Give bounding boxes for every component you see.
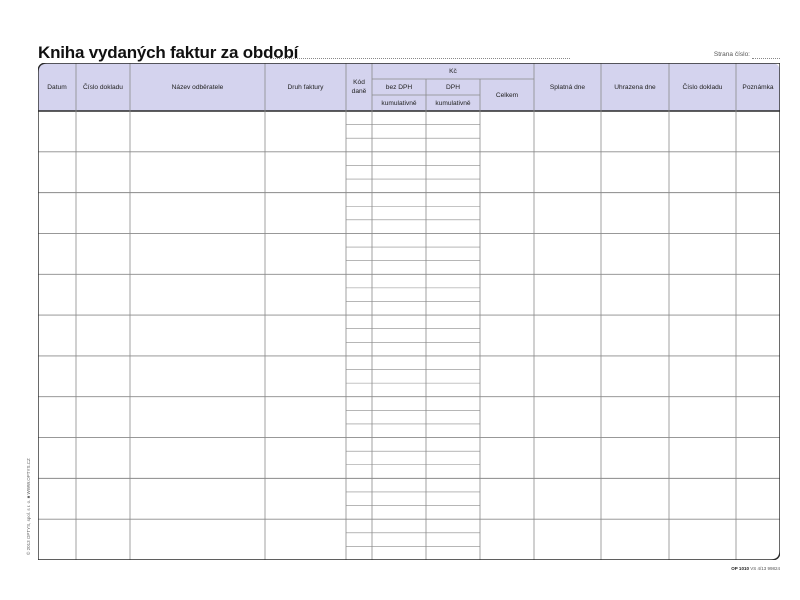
- table-cell[interactable]: [601, 397, 669, 438]
- table-cell[interactable]: [130, 274, 265, 315]
- table-cell[interactable]: [265, 111, 346, 152]
- table-cell[interactable]: [534, 274, 601, 315]
- header-splatna-dne: Splatná dne: [549, 83, 586, 91]
- table-cell[interactable]: [601, 233, 669, 274]
- table-cell[interactable]: [480, 315, 534, 356]
- table-cell[interactable]: [76, 519, 130, 560]
- table-cell[interactable]: [669, 438, 736, 479]
- table-cell[interactable]: [669, 397, 736, 438]
- table-cell[interactable]: [669, 478, 736, 519]
- table-cell[interactable]: [76, 356, 130, 397]
- table-cell[interactable]: [426, 193, 480, 234]
- table-cell[interactable]: [372, 233, 426, 274]
- table-cell[interactable]: [736, 438, 780, 479]
- header-kumulativne: kumulativně: [435, 99, 471, 107]
- table-cell[interactable]: [265, 274, 346, 315]
- table-cell[interactable]: [265, 152, 346, 193]
- table-cell[interactable]: [76, 152, 130, 193]
- table-cell[interactable]: [601, 274, 669, 315]
- table-cell[interactable]: [669, 356, 736, 397]
- table-cell[interactable]: [76, 111, 130, 152]
- table-cell[interactable]: [38, 111, 76, 152]
- table-cell[interactable]: [426, 233, 480, 274]
- table-cell[interactable]: [130, 478, 265, 519]
- table-cell[interactable]: [601, 478, 669, 519]
- table-cell[interactable]: [130, 438, 265, 479]
- table-cell[interactable]: [426, 111, 480, 152]
- form-code-ref: VS 4/13 99824: [750, 566, 780, 571]
- table-cell[interactable]: [346, 519, 372, 560]
- table-cell[interactable]: [38, 519, 76, 560]
- table-cell[interactable]: [265, 519, 346, 560]
- table-cell[interactable]: [130, 356, 265, 397]
- table-cell[interactable]: [480, 274, 534, 315]
- table-cell[interactable]: [736, 233, 780, 274]
- table-cell[interactable]: [346, 233, 372, 274]
- table-cell[interactable]: [669, 111, 736, 152]
- header-dph: DPH: [446, 83, 460, 91]
- table-cell[interactable]: [130, 233, 265, 274]
- table-cell[interactable]: [534, 233, 601, 274]
- table-cell[interactable]: [346, 193, 372, 234]
- table-cell[interactable]: [38, 152, 76, 193]
- table-cell[interactable]: [601, 519, 669, 560]
- table-cell[interactable]: [426, 519, 480, 560]
- table-cell[interactable]: [38, 397, 76, 438]
- table-cell[interactable]: [534, 111, 601, 152]
- table-cell[interactable]: [736, 356, 780, 397]
- table-cell[interactable]: [346, 397, 372, 438]
- header-cislo-dokladu: Číslo dokladu: [83, 83, 123, 91]
- header-poznamka: Poznámka: [742, 83, 774, 91]
- table-cell[interactable]: [534, 478, 601, 519]
- table-cell[interactable]: [601, 438, 669, 479]
- table-cell[interactable]: [736, 315, 780, 356]
- table-cell[interactable]: [480, 519, 534, 560]
- header-cislo-dokladu-2: Číslo dokladu: [682, 83, 723, 91]
- table-cell[interactable]: [265, 438, 346, 479]
- table-cell[interactable]: [76, 233, 130, 274]
- table-cell[interactable]: [130, 193, 265, 234]
- table-cell[interactable]: [38, 274, 76, 315]
- table-cell[interactable]: [601, 152, 669, 193]
- table-cell[interactable]: [265, 356, 346, 397]
- table-cell[interactable]: [669, 152, 736, 193]
- table-cell[interactable]: [736, 152, 780, 193]
- header-kod-dane: Kód: [353, 78, 365, 86]
- invoice-book-form: [38, 63, 780, 560]
- table-cell[interactable]: [76, 315, 130, 356]
- table-cell[interactable]: [346, 356, 372, 397]
- table-cell[interactable]: [372, 519, 426, 560]
- table-cell[interactable]: [480, 233, 534, 274]
- title-fill-line[interactable]: [270, 58, 570, 59]
- page-number-fill-line[interactable]: [752, 58, 780, 59]
- table-cell[interactable]: [372, 152, 426, 193]
- table-cell[interactable]: [76, 478, 130, 519]
- table-cell[interactable]: [534, 397, 601, 438]
- table-cell[interactable]: [736, 397, 780, 438]
- table-cell[interactable]: [534, 152, 601, 193]
- table-cell[interactable]: [346, 274, 372, 315]
- table-cell[interactable]: [669, 193, 736, 234]
- table-cell[interactable]: [480, 152, 534, 193]
- table-cell[interactable]: [669, 519, 736, 560]
- table-cell[interactable]: [76, 397, 130, 438]
- table-cell[interactable]: [534, 438, 601, 479]
- table-cell[interactable]: [534, 519, 601, 560]
- table-cell[interactable]: [265, 397, 346, 438]
- header-uhrazena-dne: Uhrazena dne: [614, 83, 656, 91]
- table-cell[interactable]: [736, 111, 780, 152]
- table-cell[interactable]: [426, 315, 480, 356]
- table-cell[interactable]: [372, 397, 426, 438]
- header-nazev-odberatele: Název odběratele: [171, 83, 224, 91]
- table-cell[interactable]: [130, 152, 265, 193]
- table-cell[interactable]: [38, 478, 76, 519]
- header-kod-dane: daně: [351, 87, 367, 95]
- table-cell[interactable]: [265, 233, 346, 274]
- header-druh-faktury: Druh faktury: [287, 83, 324, 91]
- table-cell[interactable]: [736, 274, 780, 315]
- table-cell[interactable]: [372, 438, 426, 479]
- table-cell[interactable]: [480, 193, 534, 234]
- table-cell[interactable]: [76, 438, 130, 479]
- table-cell[interactable]: [480, 356, 534, 397]
- table-cell[interactable]: [480, 397, 534, 438]
- table-cell[interactable]: [372, 193, 426, 234]
- table-cell[interactable]: [372, 111, 426, 152]
- table-cell[interactable]: [346, 478, 372, 519]
- table-cell[interactable]: [426, 478, 480, 519]
- side-copyright: © 2013 OPTYS, spol. s r. o. ■ WWW.OPTYS.CZ: [26, 458, 31, 555]
- table-cell[interactable]: [372, 315, 426, 356]
- table-cell[interactable]: [426, 152, 480, 193]
- table-cell[interactable]: [669, 233, 736, 274]
- table-cell[interactable]: [534, 315, 601, 356]
- form-code: [731, 566, 780, 571]
- table-cell[interactable]: [426, 274, 480, 315]
- header-kc: Kč: [449, 67, 457, 75]
- table-cell[interactable]: [426, 438, 480, 479]
- form-code-id: OP 1010: [731, 566, 749, 571]
- table-cell[interactable]: [130, 111, 265, 152]
- header-kumulativne: kumulativně: [381, 99, 417, 107]
- title-row: [38, 43, 780, 63]
- table-cell[interactable]: [426, 356, 480, 397]
- table-cell[interactable]: [130, 519, 265, 560]
- header-bez-dph: bez DPH: [385, 83, 413, 91]
- page-title: Kniha vydaných faktur za období: [38, 43, 299, 62]
- table-cell[interactable]: [601, 193, 669, 234]
- table-cell[interactable]: [372, 478, 426, 519]
- table-cell[interactable]: [372, 274, 426, 315]
- table-cell[interactable]: [601, 111, 669, 152]
- table-cell[interactable]: [601, 315, 669, 356]
- table-cell[interactable]: [426, 397, 480, 438]
- table-cell[interactable]: [601, 356, 669, 397]
- table-cell[interactable]: [346, 152, 372, 193]
- table-cell[interactable]: [534, 193, 601, 234]
- table-cell[interactable]: [346, 438, 372, 479]
- table-cell[interactable]: [372, 356, 426, 397]
- table-cell[interactable]: [76, 193, 130, 234]
- table-cell[interactable]: [76, 274, 130, 315]
- table-cell[interactable]: [669, 315, 736, 356]
- table-cell[interactable]: [736, 193, 780, 234]
- table-cell[interactable]: [480, 438, 534, 479]
- table-cell[interactable]: [669, 274, 736, 315]
- table-cell[interactable]: [480, 478, 534, 519]
- header-celkem: Celkem: [495, 91, 519, 99]
- table-cell[interactable]: [130, 397, 265, 438]
- table-cell[interactable]: [265, 478, 346, 519]
- table-cell[interactable]: [534, 356, 601, 397]
- header-datum: Datum: [47, 83, 67, 91]
- table-cell[interactable]: [38, 233, 76, 274]
- table-cell[interactable]: [480, 111, 534, 152]
- table-cell[interactable]: [265, 315, 346, 356]
- table-cell[interactable]: [346, 315, 372, 356]
- page-number-label: Strana číslo:: [713, 51, 750, 58]
- table-cell[interactable]: [38, 438, 76, 479]
- form-grid: [38, 63, 780, 560]
- table-cell[interactable]: [346, 111, 372, 152]
- table-cell[interactable]: [130, 315, 265, 356]
- table-cell[interactable]: [736, 519, 780, 560]
- table-cell[interactable]: [38, 356, 76, 397]
- table-cell[interactable]: [736, 478, 780, 519]
- table-cell[interactable]: [265, 193, 346, 234]
- table-cell[interactable]: [38, 315, 76, 356]
- table-cell[interactable]: [38, 193, 76, 234]
